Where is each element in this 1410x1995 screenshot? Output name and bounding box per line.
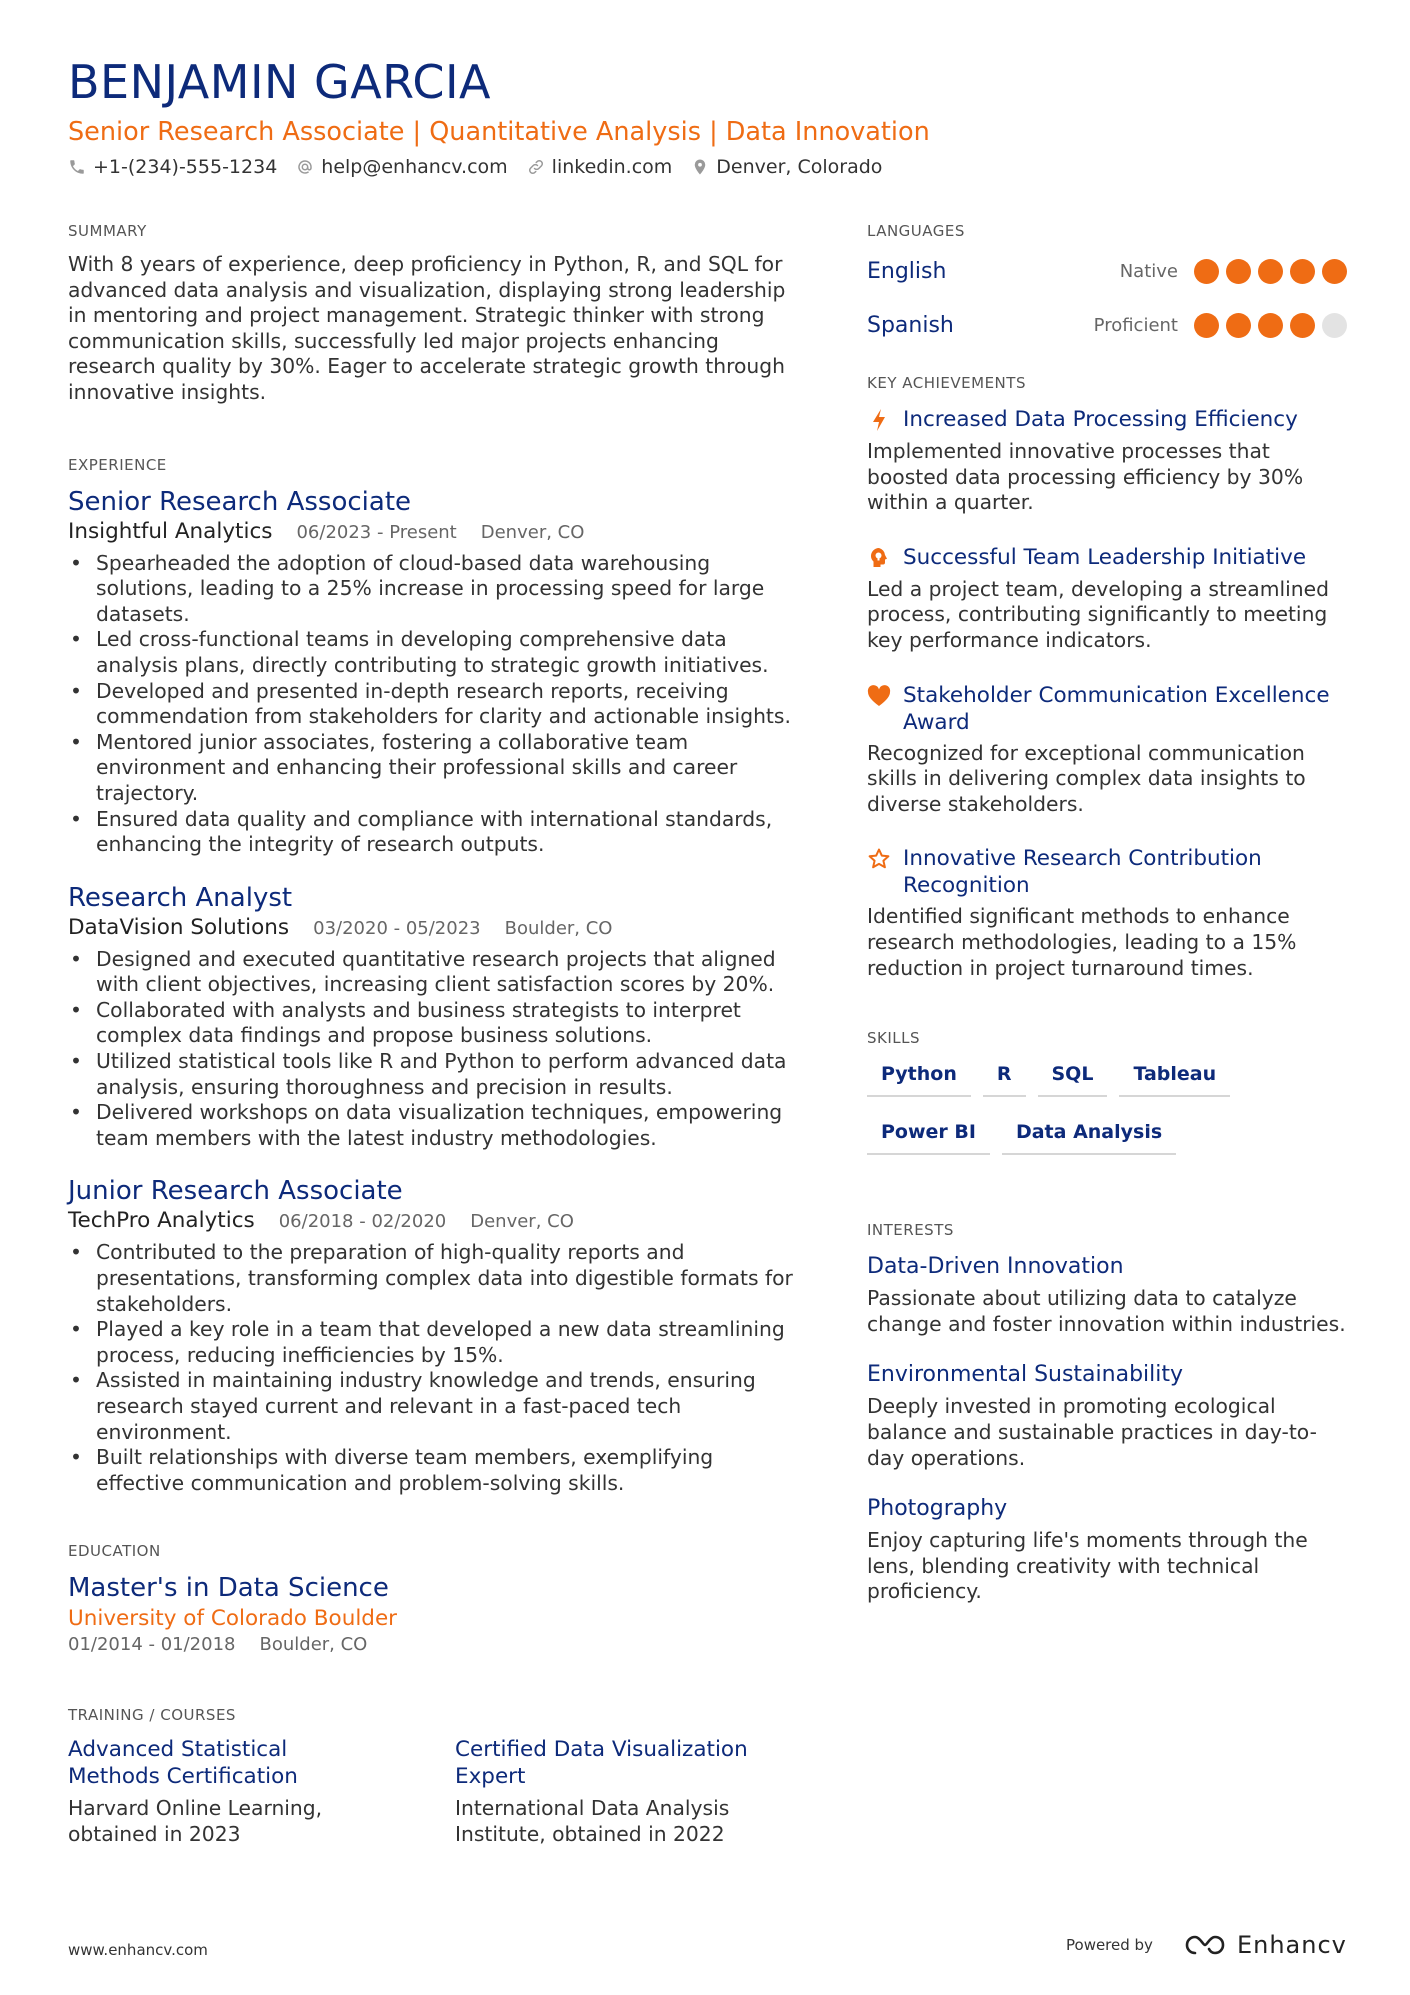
degree: Master's in Data Science xyxy=(68,1573,389,1604)
job-location: Denver, CO xyxy=(470,1211,574,1233)
achievement-desc: Led a project team, developing a streamlined process, contributing significantly to meeting key performance indicators. xyxy=(867,576,1329,652)
education-meta xyxy=(68,1634,793,1656)
job-bullets xyxy=(68,1240,793,1496)
skill-tag: Python xyxy=(867,1051,971,1097)
phone-icon xyxy=(68,158,86,176)
interest-item xyxy=(867,1253,1347,1337)
language-level: Native xyxy=(1119,260,1178,282)
achievement-item xyxy=(867,544,1347,654)
right-column xyxy=(867,222,1347,1605)
job-dates: 06/2018 - 02/2020 xyxy=(278,1211,447,1233)
languages-list xyxy=(867,244,1347,352)
language-rating xyxy=(1194,313,1347,338)
achievement-item xyxy=(867,845,1347,981)
achievement-title: Innovative Research Contribution Recognition xyxy=(903,846,1262,899)
rating-dot-filled xyxy=(1226,313,1251,338)
education-entry xyxy=(68,1572,793,1656)
powered-by-label: Powered by xyxy=(1066,1936,1153,1954)
job-meta xyxy=(68,914,793,943)
brand-logo xyxy=(1181,1931,1347,1959)
job-company: TechPro Analytics xyxy=(68,1208,255,1234)
link-icon xyxy=(527,158,545,176)
language-rating xyxy=(1194,259,1347,284)
job-meta xyxy=(68,518,793,547)
skill-tag: R xyxy=(983,1051,1026,1097)
rating-dot-filled xyxy=(1194,313,1219,338)
job-dates: 03/2020 - 05/2023 xyxy=(313,917,481,939)
left-column xyxy=(68,222,793,1848)
job-title: Research Analyst xyxy=(68,882,293,913)
education-title: EDUCATION xyxy=(68,1542,161,1561)
interests-list xyxy=(867,1253,1347,1605)
contact-phone xyxy=(68,154,277,180)
language-row xyxy=(867,298,1347,352)
job-bullet: • Delivered workshops on data visualization techniques, empowering team members with the latest industry methodologies. xyxy=(96,1100,793,1151)
job-dates: 06/2023 - Present xyxy=(296,521,457,543)
skill-tag: SQL xyxy=(1038,1051,1108,1097)
job-title: Senior Research Associate xyxy=(68,486,412,517)
rating-dot-filled xyxy=(1290,259,1315,284)
footer-branding xyxy=(1066,1931,1347,1959)
linkedin-text[interactable]: linkedin.com xyxy=(551,156,673,178)
star-icon xyxy=(867,845,891,873)
job-bullet: • Contributed to the preparation of high-quality reports and presentations, transforming complex data into digestible formats for stakeholders. xyxy=(96,1240,793,1317)
rating-dot-filled xyxy=(1258,259,1283,284)
achievement-header xyxy=(867,544,1347,572)
job-bullet: • Led cross-functional teams in developing comprehensive data analysis plans, directly contributing to strategic growth initiatives. xyxy=(96,627,793,678)
education-dates: 01/2014 - 01/2018 xyxy=(68,1634,236,1656)
achievements-list xyxy=(867,406,1347,981)
skill-tag: Data Analysis xyxy=(1002,1109,1176,1155)
interest-desc: Passionate about utilizing data to catalyze change and foster innovation within industries. xyxy=(867,1286,1346,1336)
achievement-desc: Recognized for exceptional communication skills in delivering complex data insights to diverse stakeholders. xyxy=(867,740,1306,816)
skill-tag: Power BI xyxy=(867,1109,990,1155)
interest-title: Photography xyxy=(867,1496,1008,1522)
rating-dot-filled xyxy=(1290,313,1315,338)
language-name: English xyxy=(867,258,947,284)
summary-title: SUMMARY xyxy=(68,222,147,240)
achievement-title: Successful Team Leadership Initiative xyxy=(903,544,1307,570)
interest-title: Data-Driven Innovation xyxy=(867,1254,1124,1280)
achievements-title: KEY ACHIEVEMENTS xyxy=(867,374,1026,392)
job-bullet: • Utilized statistical tools like R and Python to perform advanced data analysis, ensuring thoroughness and precision in results. xyxy=(96,1049,793,1100)
job-entry xyxy=(68,1175,793,1496)
interest-item xyxy=(867,1361,1347,1471)
school: University of Colorado Boulder xyxy=(68,1606,398,1632)
job-entry xyxy=(68,882,793,1152)
training-title: Advanced Statistical Methods Certification xyxy=(68,1737,298,1790)
heart-icon xyxy=(867,682,891,710)
job-bullet: • Mentored junior associates, fostering a collaborative team environment and enhancing their professional skills and career trajectory. xyxy=(96,730,793,807)
job-bullet: • Designed and executed quantitative research projects that aligned with client objectives, increasing client satisfaction scores by 20%. xyxy=(96,947,793,998)
phone-text: +1-(234)-555-1234 xyxy=(93,156,278,178)
achievement-title: Stakeholder Communication Excellence Award xyxy=(903,682,1330,735)
language-row xyxy=(867,244,1347,298)
job-location: Boulder, CO xyxy=(504,917,613,939)
email-text[interactable]: help@enhancv.com xyxy=(321,156,508,178)
job-bullet: • Built relationships with diverse team members, exemplifying effective communication and problem-solving skills. xyxy=(96,1445,793,1496)
at-icon xyxy=(296,158,314,176)
training-item xyxy=(455,1736,755,1847)
contact-bar xyxy=(68,154,882,180)
job-bullet: • Assisted in maintaining industry knowledge and trends, ensuring research stayed current and relevant in a fast-paced tech environment. xyxy=(96,1368,793,1445)
job-bullet: • Spearheaded the adoption of cloud-based data warehousing solutions, leading to a 25% increase in processing speed for large datasets. xyxy=(96,551,793,628)
experience-title: EXPERIENCE xyxy=(68,455,167,474)
job-company: DataVision Solutions xyxy=(68,914,290,940)
skill-tag: Tableau xyxy=(1119,1051,1230,1097)
interest-item xyxy=(867,1495,1347,1605)
achievement-item xyxy=(867,682,1347,818)
skills-list xyxy=(867,1051,1347,1167)
achievement-desc: Implemented innovative processes that boosted data processing efficiency by 30% within a quarter. xyxy=(867,439,1304,515)
languages-title: LANGUAGES xyxy=(867,222,965,240)
job-company: Insightful Analytics xyxy=(68,518,273,544)
achievement-header xyxy=(867,406,1347,434)
achievement-header xyxy=(867,845,1347,899)
brand-text: Enhancv xyxy=(1236,1931,1347,1959)
interest-title: Environmental Sustainability xyxy=(867,1362,1184,1388)
location-text: Denver, Colorado xyxy=(716,156,883,178)
contact-email[interactable] xyxy=(296,154,507,180)
experience-list xyxy=(68,486,793,1497)
training-desc: Harvard Online Learning, obtained in 2023 xyxy=(68,1796,323,1846)
rating-dot-filled xyxy=(1226,259,1251,284)
job-meta xyxy=(68,1207,793,1236)
rating-dot-empty xyxy=(1322,313,1347,338)
job-bullet: • Developed and presented in-depth research reports, receiving commendation from stakeholders for clarity and actionable insights. xyxy=(96,679,793,730)
contact-location xyxy=(691,154,882,180)
rating-dot-filled xyxy=(1322,259,1347,284)
language-name: Spanish xyxy=(867,312,954,338)
location-pin-icon xyxy=(691,158,709,176)
job-location: Denver, CO xyxy=(480,521,585,543)
rating-dot-filled xyxy=(1194,259,1219,284)
training-desc: International Data Analysis Institute, obtained in 2022 xyxy=(455,1796,730,1846)
job-bullet: • Collaborated with analysts and business strategists to interpret complex data findings and propose business solutions. xyxy=(96,998,793,1049)
training-title: Certified Data Visualization Expert xyxy=(455,1737,748,1790)
footer-website[interactable]: www.enhancv.com xyxy=(68,1941,208,1959)
lightning-icon xyxy=(867,406,891,434)
achievement-desc: Identified significant methods to enhance research methodologies, leading to a 15% reduction in project turnaround times. xyxy=(867,904,1297,980)
job-title: Junior Research Associate xyxy=(68,1176,403,1207)
education-location: Boulder, CO xyxy=(259,1634,368,1656)
job-bullet: • Played a key role in a team that developed a new data streamlining process, reducing inefficiencies by 15%. xyxy=(96,1317,793,1368)
achievement-item xyxy=(867,406,1347,516)
achievement-title: Increased Data Processing Efficiency xyxy=(903,407,1298,432)
candidate-name: BENJAMIN GARCIA xyxy=(68,55,491,109)
interest-desc: Enjoy capturing life's moments through the lens, blending creativity with technical proficiency. xyxy=(867,1528,1308,1604)
achievement-header xyxy=(867,682,1347,736)
job-entry xyxy=(68,486,793,858)
training-list xyxy=(68,1736,793,1847)
job-bullets xyxy=(68,551,793,858)
interest-desc: Deeply invested in promoting ecological balance and sustainable practices in day-to-day operations. xyxy=(867,1394,1317,1470)
skills-title: SKILLS xyxy=(867,1029,921,1048)
summary-text: With 8 years of experience, deep proficiency in Python, R, and SQL for advanced data analysis and visualization, displaying strong leadership in mentoring and project management. Strategic thinker with strong communication skills, successfully led major projects enhancing research quality by 30%. Eager to accelerate strategic growth through innovative insights. xyxy=(68,252,786,404)
interests-title: INTERESTS xyxy=(867,1221,954,1240)
rating-dot-filled xyxy=(1258,313,1283,338)
contact-linkedin[interactable] xyxy=(527,154,673,180)
language-level: Proficient xyxy=(1093,314,1178,336)
job-bullets xyxy=(68,947,793,1152)
training-item xyxy=(68,1736,380,1847)
enhancv-logo-icon xyxy=(1181,1933,1227,1957)
training-title: TRAINING / COURSES xyxy=(68,1706,236,1725)
job-bullet: • Ensured data quality and compliance with international standards, enhancing the integrity of research outputs. xyxy=(96,807,793,858)
headline: Senior Research Associate | Quantitative Analysis | Data Innovation xyxy=(68,117,930,147)
head-bulb-icon xyxy=(867,544,891,572)
